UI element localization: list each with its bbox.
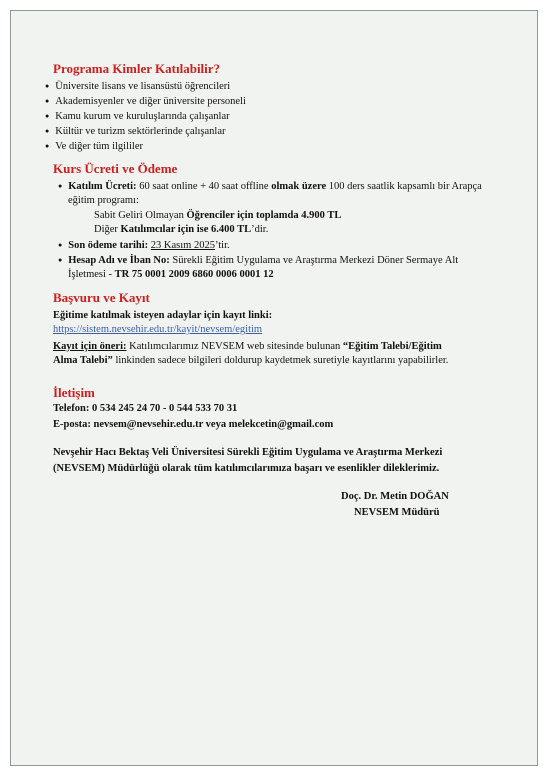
list-item: ● Ve diğer tüm ilgililer [45, 141, 143, 152]
registration-intro: Eğitime katılmak isteyen adaylar için kayıt linki: [53, 310, 273, 321]
closing-line-2: (NEVSEM) Müdürlüğü olarak tüm katılımcılarımıza başarı ve esenlikler dileklerimiz. [53, 463, 440, 474]
closing-line-1: Nevşehir Hacı Bektaş Veli Üniversitesi Sürekli Eğitim Uygulama ve Araştırma Merkezi [53, 447, 443, 458]
list-item: ● Kültür ve turizm sektörlerinde çalışanlar [45, 126, 226, 137]
fee-line: ● Katılım Ücreti: 60 saat online + 40 saat offline olmak üzere 100 ders saatlik kapsamlı bir Arapça [58, 181, 482, 192]
student-fee: Sabit Geliri Olmayan Öğrenciler için toplamda 4.900 TL [94, 210, 342, 221]
other-fee: Diğer Katılımcılar için ise 6.400 TL’dir. [94, 224, 269, 235]
section-heading-registration: Başvuru ve Kayıt [53, 290, 150, 305]
registration-link[interactable]: https://sistem.nevsehir.edu.tr/kayit/nevsem/egitim [53, 324, 263, 335]
signature-name: Doç. Dr. Metin DOĞAN [341, 491, 449, 502]
contact-phone: Telefon: 0 534 245 24 70 - 0 544 533 70 31 [53, 403, 238, 414]
section-heading-fee: Kurs Ücreti ve Ödeme [53, 161, 178, 176]
contact-email: E-posta: nevsem@nevsehir.edu.tr veya melekcetin@gmail.com [53, 419, 334, 430]
registration-advice: Kayıt için öneri: Katılımcılarımız NEVSEM web sitesinde bulunan “Eğitim Talebi/Eğitim [53, 341, 442, 352]
registration-advice-2: Alma Talebi” linkinden sadece bilgileri doldurup kaydetmek suretiyle kayıtlarını yapabilirler. [53, 355, 449, 366]
list-item: ● Kamu kurum ve kuruluşlarında çalışanlar [45, 111, 230, 122]
iban-line-2: İşletmesi - TR 75 0001 2009 6860 0006 0001 12 [68, 269, 274, 280]
signature-title: NEVSEM Müdürü [354, 507, 440, 518]
list-item: ● Üniversite lisans ve lisansüstü öğrencileri [45, 81, 230, 92]
list-item: ● Akademisyenler ve diğer üniversite personeli [45, 96, 246, 107]
section-heading-participants: Programa Kimler Katılabilir? [53, 61, 221, 76]
iban-line: ● Hesap Adı ve İban No: Sürekli Eğitim Uygulama ve Araştırma Merkezi Döner Sermaye Alt [58, 255, 458, 266]
document-page [10, 10, 538, 766]
section-heading-contact: İletişim [53, 385, 95, 400]
deadline-line: ● Son ödeme tarihi: 23 Kasım 2025’tir. [58, 240, 230, 251]
fee-line-2: eğitim programı: [68, 195, 139, 206]
